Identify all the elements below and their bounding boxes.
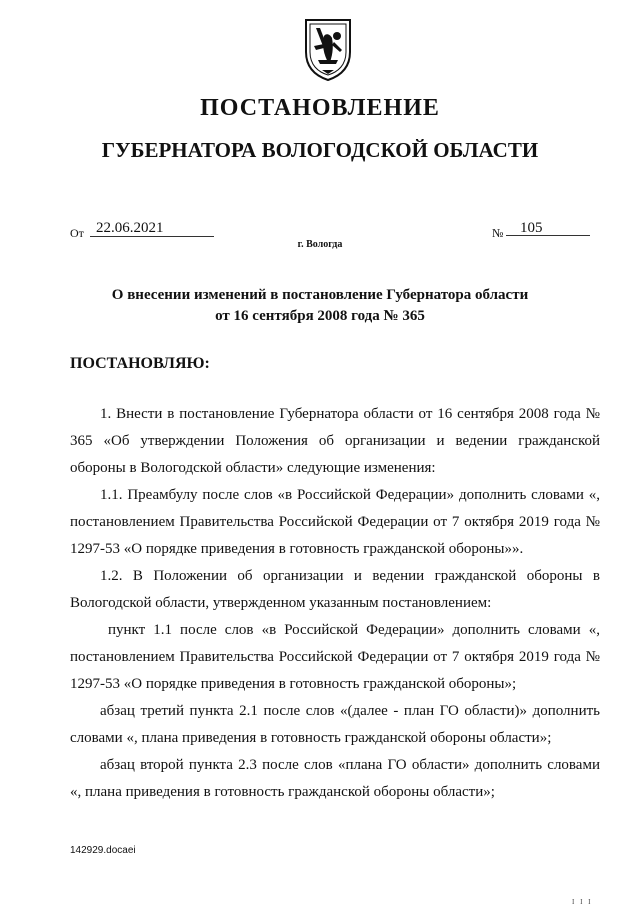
- document-subject: [0, 285, 640, 327]
- document-number: 105: [506, 220, 590, 236]
- coat-of-arms-logo: [296, 14, 360, 84]
- document-body: [70, 401, 600, 806]
- paragraph-1: 1. Внести в постановление Губернатора области от 16 сентября 2008 года № 365 «Об утверждении Положения об организации и ведении гражданской обороны в Вологодской области» следующие изменения:: [70, 406, 600, 476]
- paragraph-item-1-1: пункт 1.1 после слов «в Российской Федерации» дополнить словами «, постановлением Правительства Российской Федерации от 7 октября 2019 года № 1297-53 «О порядке приведения в готовность гражданской обороны»;: [70, 622, 600, 692]
- document-code: 142929.docaei: [70, 845, 136, 856]
- decree-heading: ПОСТАНОВЛЯЮ:: [70, 355, 210, 372]
- date-prefix-label: От: [70, 226, 84, 240]
- number-prefix-label: №: [492, 226, 504, 240]
- page-mark: I I I: [572, 898, 593, 906]
- city-label: г. Вологда: [297, 239, 343, 250]
- document-issuer: ГУБЕРНАТОРА ВОЛОГОДСКОЙ ОБЛАСТИ: [101, 138, 539, 162]
- paragraph-item-2-3: абзац второй пункта 2.3 после слов «плана ГО области» дополнить словами «, плана приведения в готовность гражданской обороны области»;: [70, 757, 600, 800]
- document-title: ПОСТАНОВЛЕНИЕ: [200, 95, 440, 121]
- subject-line-2: от 16 сентября 2008 года № 365: [215, 308, 425, 324]
- paragraph-1-1: 1.1. Преамбулу после слов «в Российской Федерации» дополнить словами «, постановлением Правительства Российской Федерации от 7 октября 2019 года № 1297-53 «О порядке приведения в готовность гражданской обороны»».: [70, 487, 600, 557]
- paragraph-item-2-1: абзац третий пункта 2.1 после слов «(далее - план ГО области)» дополнить словами «, плана приведения в готовность гражданской обороны области»;: [70, 703, 600, 746]
- paragraph-1-2: 1.2. В Положении об организации и ведении гражданской обороны в Вологодской области, утвержденном указанным постановлением:: [70, 568, 600, 611]
- document-date: 22.06.2021: [90, 220, 214, 237]
- subject-line-1: О внесении изменений в постановление Губернатора области: [111, 287, 529, 303]
